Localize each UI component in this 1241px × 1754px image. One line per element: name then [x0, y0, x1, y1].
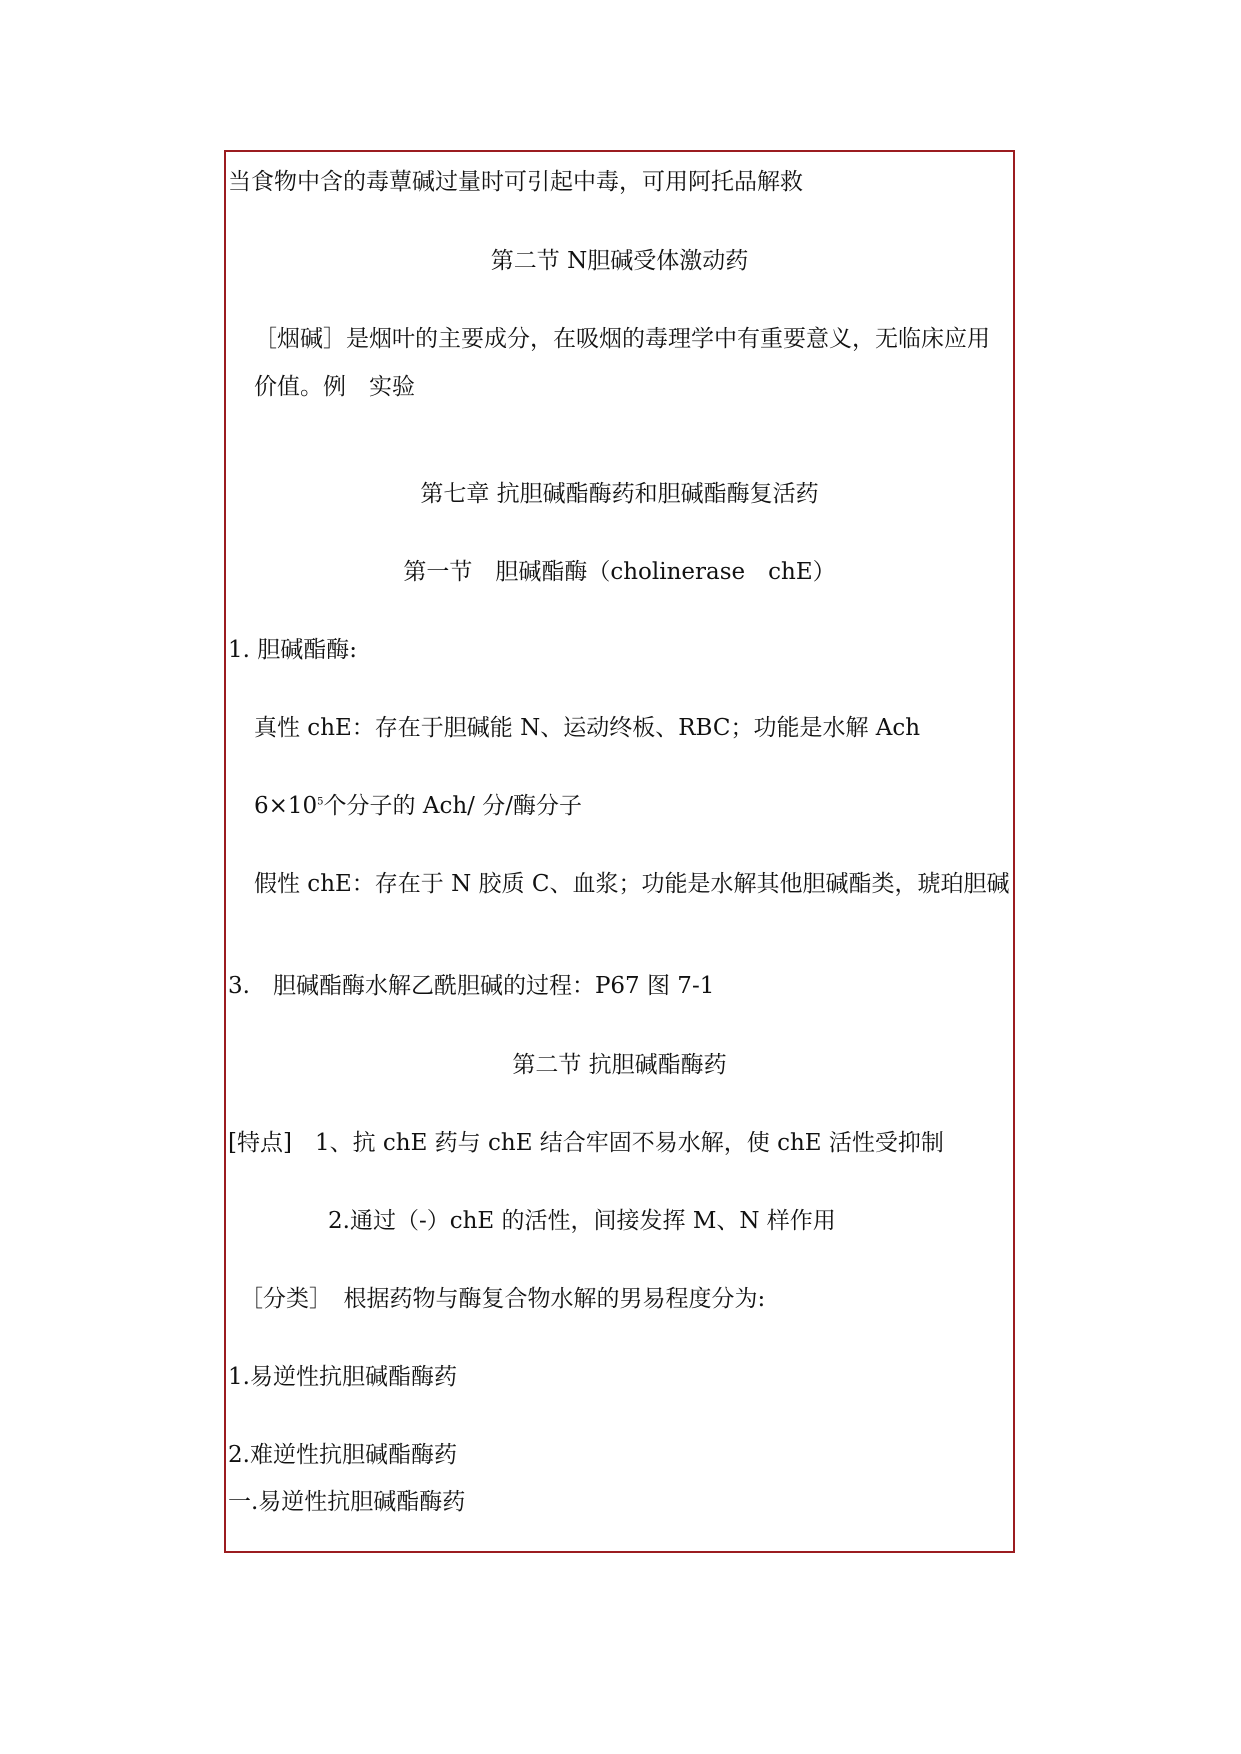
section-heading: 第二节 N胆碱受体激动药: [490, 248, 749, 274]
text-line: ［分类］ 根据药物与酶复合物水解的男易程度分为:: [240, 1286, 766, 1312]
list-item: 3. 胆碱酯酶水解乙酰胆碱的过程：P67 图 7-1: [228, 973, 715, 999]
section-heading: 第一节 胆碱酯酶（cholinerase chE）: [403, 559, 836, 585]
text-line: 2.通过（-）chE 的活性，间接发挥 M、N 样作用: [328, 1208, 836, 1234]
list-item: 2.难逆性抗胆碱酯酶药: [228, 1442, 457, 1468]
text-line: 当食物中含的毒蕈碱过量时可引起中毒，可用阿托品解救: [228, 169, 803, 195]
paragraph-text: ［烟碱］是烟叶的主要成分，在吸烟的毒理学中有重要意义，无临床应用价值。例 实验: [254, 326, 990, 400]
paragraph-text: 假性 chE：存在于 N 胶质 C、血浆；功能是水解其他胆碱酯类，琥珀胆碱: [254, 871, 1010, 897]
document-frame: [224, 150, 1015, 1553]
text-line: 真性 chE：存在于胆碱能 N、运动终板、RBC；功能是水解 Ach: [254, 715, 921, 741]
list-item: 1.易逆性抗胆碱酯酶药: [228, 1364, 457, 1390]
formula-exponent: 5: [317, 796, 324, 808]
section-heading: 第二节 抗胆碱酯酶药: [512, 1052, 727, 1078]
chapter-heading: 第七章 抗胆碱酯酶药和胆碱酯酶复活药: [420, 481, 819, 507]
paragraph-pseudo-che: [228, 860, 1011, 908]
formula-rest: 个分子的 Ach/ 分/酶分子: [323, 793, 582, 819]
paragraph-nicotine: [228, 315, 1011, 411]
subsection-heading: 一.易逆性抗胆碱酯酶药: [228, 1489, 466, 1515]
list-item: 1. 胆碱酯酶:: [228, 637, 358, 663]
text-line: [特点] 1、抗 chE 药与 chE 结合牢固不易水解，使 chE 活性受抑制: [228, 1130, 944, 1156]
text-line: [228, 782, 1011, 830]
formula-base: 6×10: [254, 793, 318, 819]
